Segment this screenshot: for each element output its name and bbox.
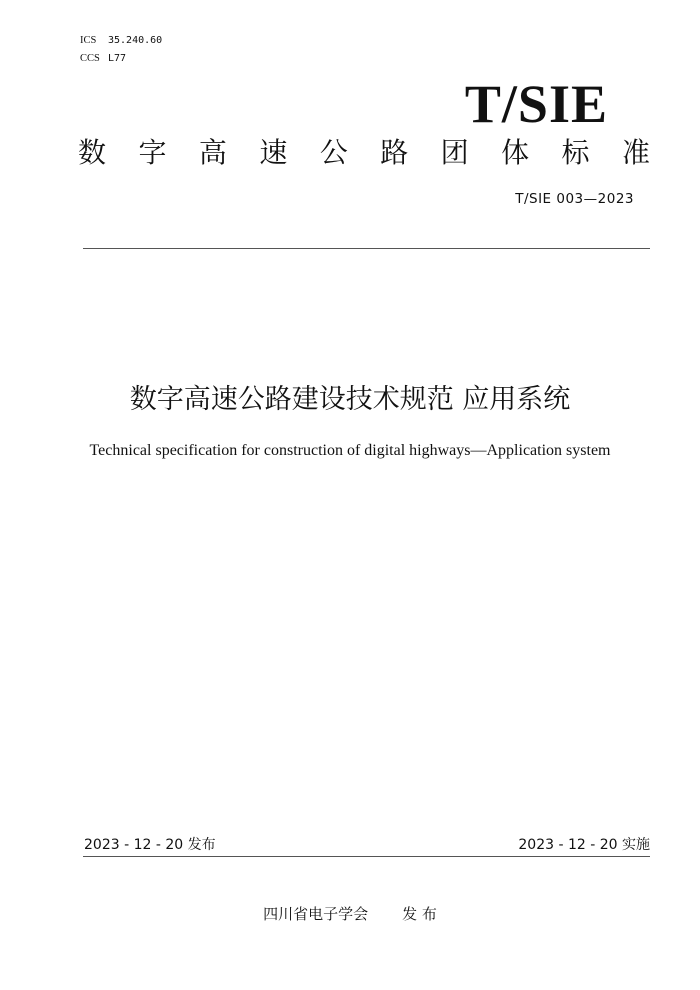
standard-type-char: 体 [501,136,530,169]
standard-type-char: 标 [561,136,590,169]
standard-type [78,137,650,169]
title-en: Technical specification for construction of digital highways—Application system [89,442,611,459]
ics-value: 35.240.60 [108,35,163,46]
footer-divider [83,856,650,857]
standard-number: T/SIE 003—2023 [515,191,634,207]
standard-type-char: 路 [380,136,409,169]
standard-type-char: 速 [259,136,288,169]
standard-type-char: 公 [319,136,348,169]
ccs-value: L77 [108,53,127,64]
implement-date: 2023 - 12 - 20 实施 [518,837,650,853]
header-divider [83,248,650,249]
ics-label: ICS [80,35,97,46]
standard-type-char: 高 [198,136,227,169]
ics-line [80,34,162,48]
title-zh: 数字高速公路建设技术规范 应用系统 [129,384,571,415]
brand-logo: T/SIE [464,74,608,134]
standard-type-char: 准 [621,136,650,169]
issue-date: 2023 - 12 - 20 发布 [84,837,216,853]
ccs-line [80,52,126,66]
standard-type-char: 字 [138,136,167,169]
publisher-action: 发 布 [402,905,437,923]
standard-type-char: 数 [78,136,107,169]
ccs-label: CCS [80,53,100,64]
publisher-org: 四川省电子学会 [263,905,369,923]
publisher [0,904,700,924]
standard-type-char: 团 [440,136,469,169]
